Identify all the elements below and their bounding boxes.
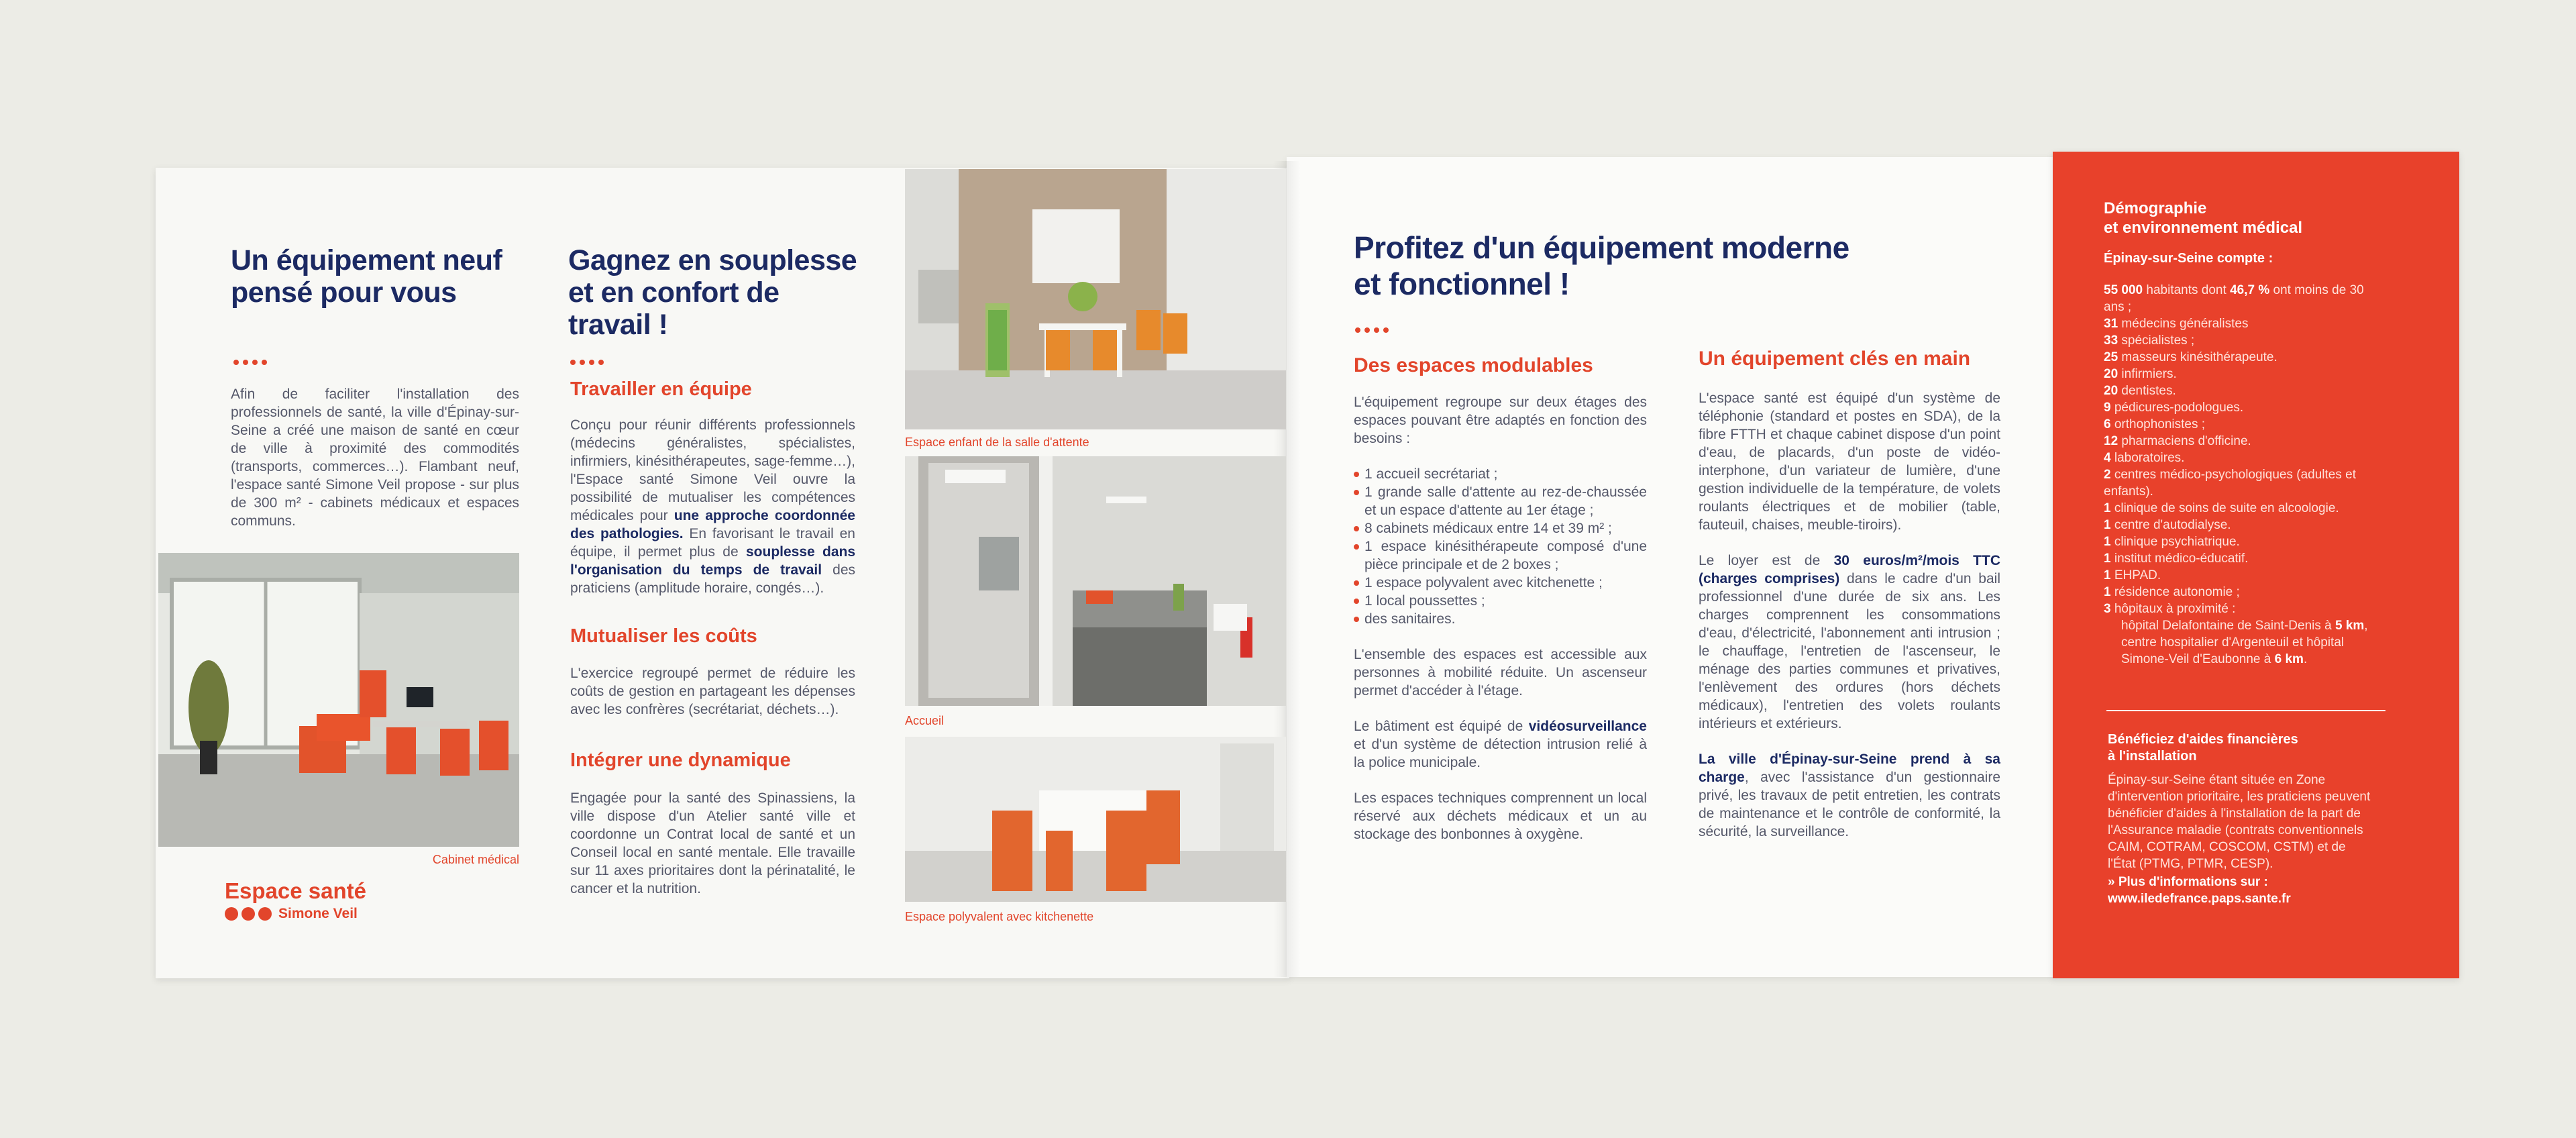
stat-row: 1 clinique de soins de suite en alcoologie. [2104,501,2339,515]
stat-row: 20 infirmiers. [2104,367,2177,381]
list-item: 1 local poussettes ; [1354,592,1647,610]
panel1-body: Afin de faciliter l'installation des professionnels de santé, la ville d'Épinay-sur-Seine a créé une maison de santé en cœur de ville à proximité des commodités (transports, commerces…). Flambant neuf, l'espace santé Simone Veil propose - sur plus de 300 m² - cabinets médicaux et espaces communs. [231,386,519,529]
stat-row: 1 résidence autonomie ; [2104,585,2240,599]
panel5-subtitle: Épinay-sur-Seine compte : [2104,251,2273,266]
aid-title: Bénéficiez d'aides financières à l'installation [2108,732,2298,764]
stat-row: 9 pédicures-podologues. [2104,401,2244,415]
waiting-room-caption: Espace enfant de la salle d'attente [905,435,1089,449]
aid-body: Épinay-sur-Seine étant située en Zone d'intervention prioritaire, les praticiens peuvent bénéficier d'aides à l'installation de la part de l'Assurance maladie (contrats conventionnels CAIM, COTRAM, COSCOM, CSTM) et de l'État (PTMG, PTMR, CESP). [2108,773,2371,871]
logo-line2: Simone Veil [278,906,358,921]
stat-row: 31 médecins généralistes [2104,317,2249,331]
stat-row-hospitals: hôpital Delafontaine de Saint-Denis à 5 km, centre hospitalier d'Argenteuil et hôpital Simone-Veil d'Eaubonne à 6 km. [2121,619,2368,666]
panel2-s1-body: Conçu pour réunir différents professionnels (médecins généralistes, spécialistes, infirmiers, kinésithérapeutes, sage-femme…), l'Espace santé Simone Veil ouvre la possibilité de mutualiser les compétences médicales pour une approche coordonnée des pathologies. En favorisant le travail en équipe, il permet plus de souplesse dans l'organisation du temps de travail des praticiens (amplitude horaire, congés…). [570,417,856,596]
stat-row: 1 institut médico-éducatif. [2104,552,2249,566]
stat-row: 2 centres médico-psychologiques (adultes et enfants). [2104,468,2356,499]
more-info: » Plus d'informations sur : www.iledefrance.paps.sante.fr [2108,874,2390,907]
stat-row: 25 masseurs kinésithérapeute. [2104,350,2277,364]
c2-city: La ville d'Épinay-sur-Seine prend à sa charge, avec l'assistance d'un gestionnaire privé, les travaux de petit entretien, les contrats de maintenance et le contrôle de conformité, la sécurité, la surveillance. [1699,752,2000,839]
stat-row: 33 spécialistes ; [2104,333,2195,348]
panel2-title: Gagnez en souplesse et en confort de travail ! [568,244,857,341]
stat-row: 20 dentistes. [2104,384,2176,398]
panel4-c2-body [1699,389,2000,841]
c1-technical: Les espaces techniques comprennent un local réservé aux déchets médicaux et un au stockage des bonbonnes à oxygène. [1354,790,1647,842]
cabinet-medical-photo [158,553,519,847]
list-item: 1 espace polyvalent avec kitchenette ; [1354,574,1647,592]
accueil-photo [905,456,1286,706]
stat-row: 12 pharmaciens d'officine. [2104,434,2251,448]
panel2-s3-title: Intégrer une dynamique [570,749,791,771]
list-item: 8 cabinets médicaux entre 14 et 39 m² ; [1354,519,1647,537]
stat-row: 4 laboratoires. [2104,451,2185,465]
list-item: 1 grande salle d'attente au rez-de-chaussée et un espace d'attente au 1er étage ; [1354,483,1647,519]
panel5-divider [2106,710,2385,711]
logo-line1: Espace santé [225,878,366,903]
c1-intro: L'équipement regroupe sur deux étages des espaces pouvant être adaptés en fonction des besoins : [1354,395,1647,446]
stat-row: 55 000 habitants dont 46,7 % ont moins de 30 ans ; [2104,283,2364,314]
kitchenette-photo [905,737,1286,902]
list-item: des sanitaires. [1354,610,1647,628]
kitchenette-caption: Espace polyvalent avec kitchenette [905,910,1094,923]
panel2-s1-title: Travailler en équipe [570,378,752,400]
stat-row: 6 orthophonistes ; [2104,417,2206,431]
panel2-dots [570,360,604,365]
panel5-title: Démographie et environnement médical [2104,199,2303,237]
panel4-c1-title: Des espaces modulables [1354,354,1593,376]
panel4-title: Profitez d'un équipement moderne et fonctionnel ! [1354,230,1849,301]
panel2-s3-body: Engagée pour la santé des Spinassiens, la ville dispose d'un Atelier santé ville et coordonne un Contrat local de santé et un Conseil local en santé mentale. Elle travaille sur 11 axes prioritaires dont la périnatalité, le cancer et la nutrition. [570,790,855,896]
panel2-s2-title: Mutualiser les coûts [570,625,757,647]
cabinet-medical-caption: Cabinet médical [432,853,519,866]
panel5-stats [2104,282,2385,668]
list-item: 1 accueil secrétariat ; [1354,465,1647,483]
accueil-caption: Accueil [905,714,945,727]
waiting-room-photo [905,169,1286,429]
panel1-title: Un équipement neuf pensé pour vous [231,244,502,309]
panel4-c2-title: Un équipement clés en main [1699,348,1971,370]
c1-security: Le bâtiment est équipé de vidéosurveillance et d'un système de détection intrusion relié à la police municipale. [1354,719,1647,770]
c1-accessibility: L'ensemble des espaces est accessible aux personnes à mobilité réduite. Un ascenseur permet d'accéder à l'étage. [1354,647,1647,699]
c2-rent: Le loyer est de 30 euros/m²/mois TTC (charges comprises) dans le cadre d'un bail professionnel d'une durée de six ans. Les charges comprennent les consommations d'eau, d'électricité, l'abonnement anti intrusion ; le chauffage, l'entretien de l'ascenseur, le ménage des parties communes et privatives, l'enlèvement des ordures (hors déchets médicaux), l'entretien des volets roulants intérieurs et extérieurs. [1699,553,2000,731]
more-info-link[interactable]: www.iledefrance.paps.sante.fr [2108,892,2291,906]
espace-sante-logo [225,879,399,922]
stat-row: 1 clinique psychiatrique. [2104,535,2240,549]
c1-list [1354,465,1647,628]
stat-row: 1 centre d'autodialyse. [2104,518,2231,532]
stat-row: 3 hôpitaux à proximité : [2104,602,2236,616]
c2-equipment: L'espace santé est équipé d'un système de téléphonie (standard et postes en SDA), de la fibre FTTH et chaque cabinet dispose d'un point d'eau, de placards, d'un poste de vidéo-interphone, d'un variateur de lumière, d'une gestion individuelle de la température, de volets roulants électriques et de mobilier (table, fauteuil, chaises, meuble-tiroirs). [1699,391,2000,533]
panel4-dots [1355,327,1389,333]
panel1-dots [233,360,267,365]
stat-row: 1 EHPAD. [2104,568,2161,582]
list-item: 1 espace kinésithérapeute composé d'une pièce principale et de 2 boxes ; [1354,537,1647,574]
panel4-c1-body [1354,393,1647,843]
panel2-s2-body: L'exercice regroupé permet de réduire les coûts de gestion en partageant les dépenses avec les confrères (secrétariat, déchets…). [570,666,855,717]
